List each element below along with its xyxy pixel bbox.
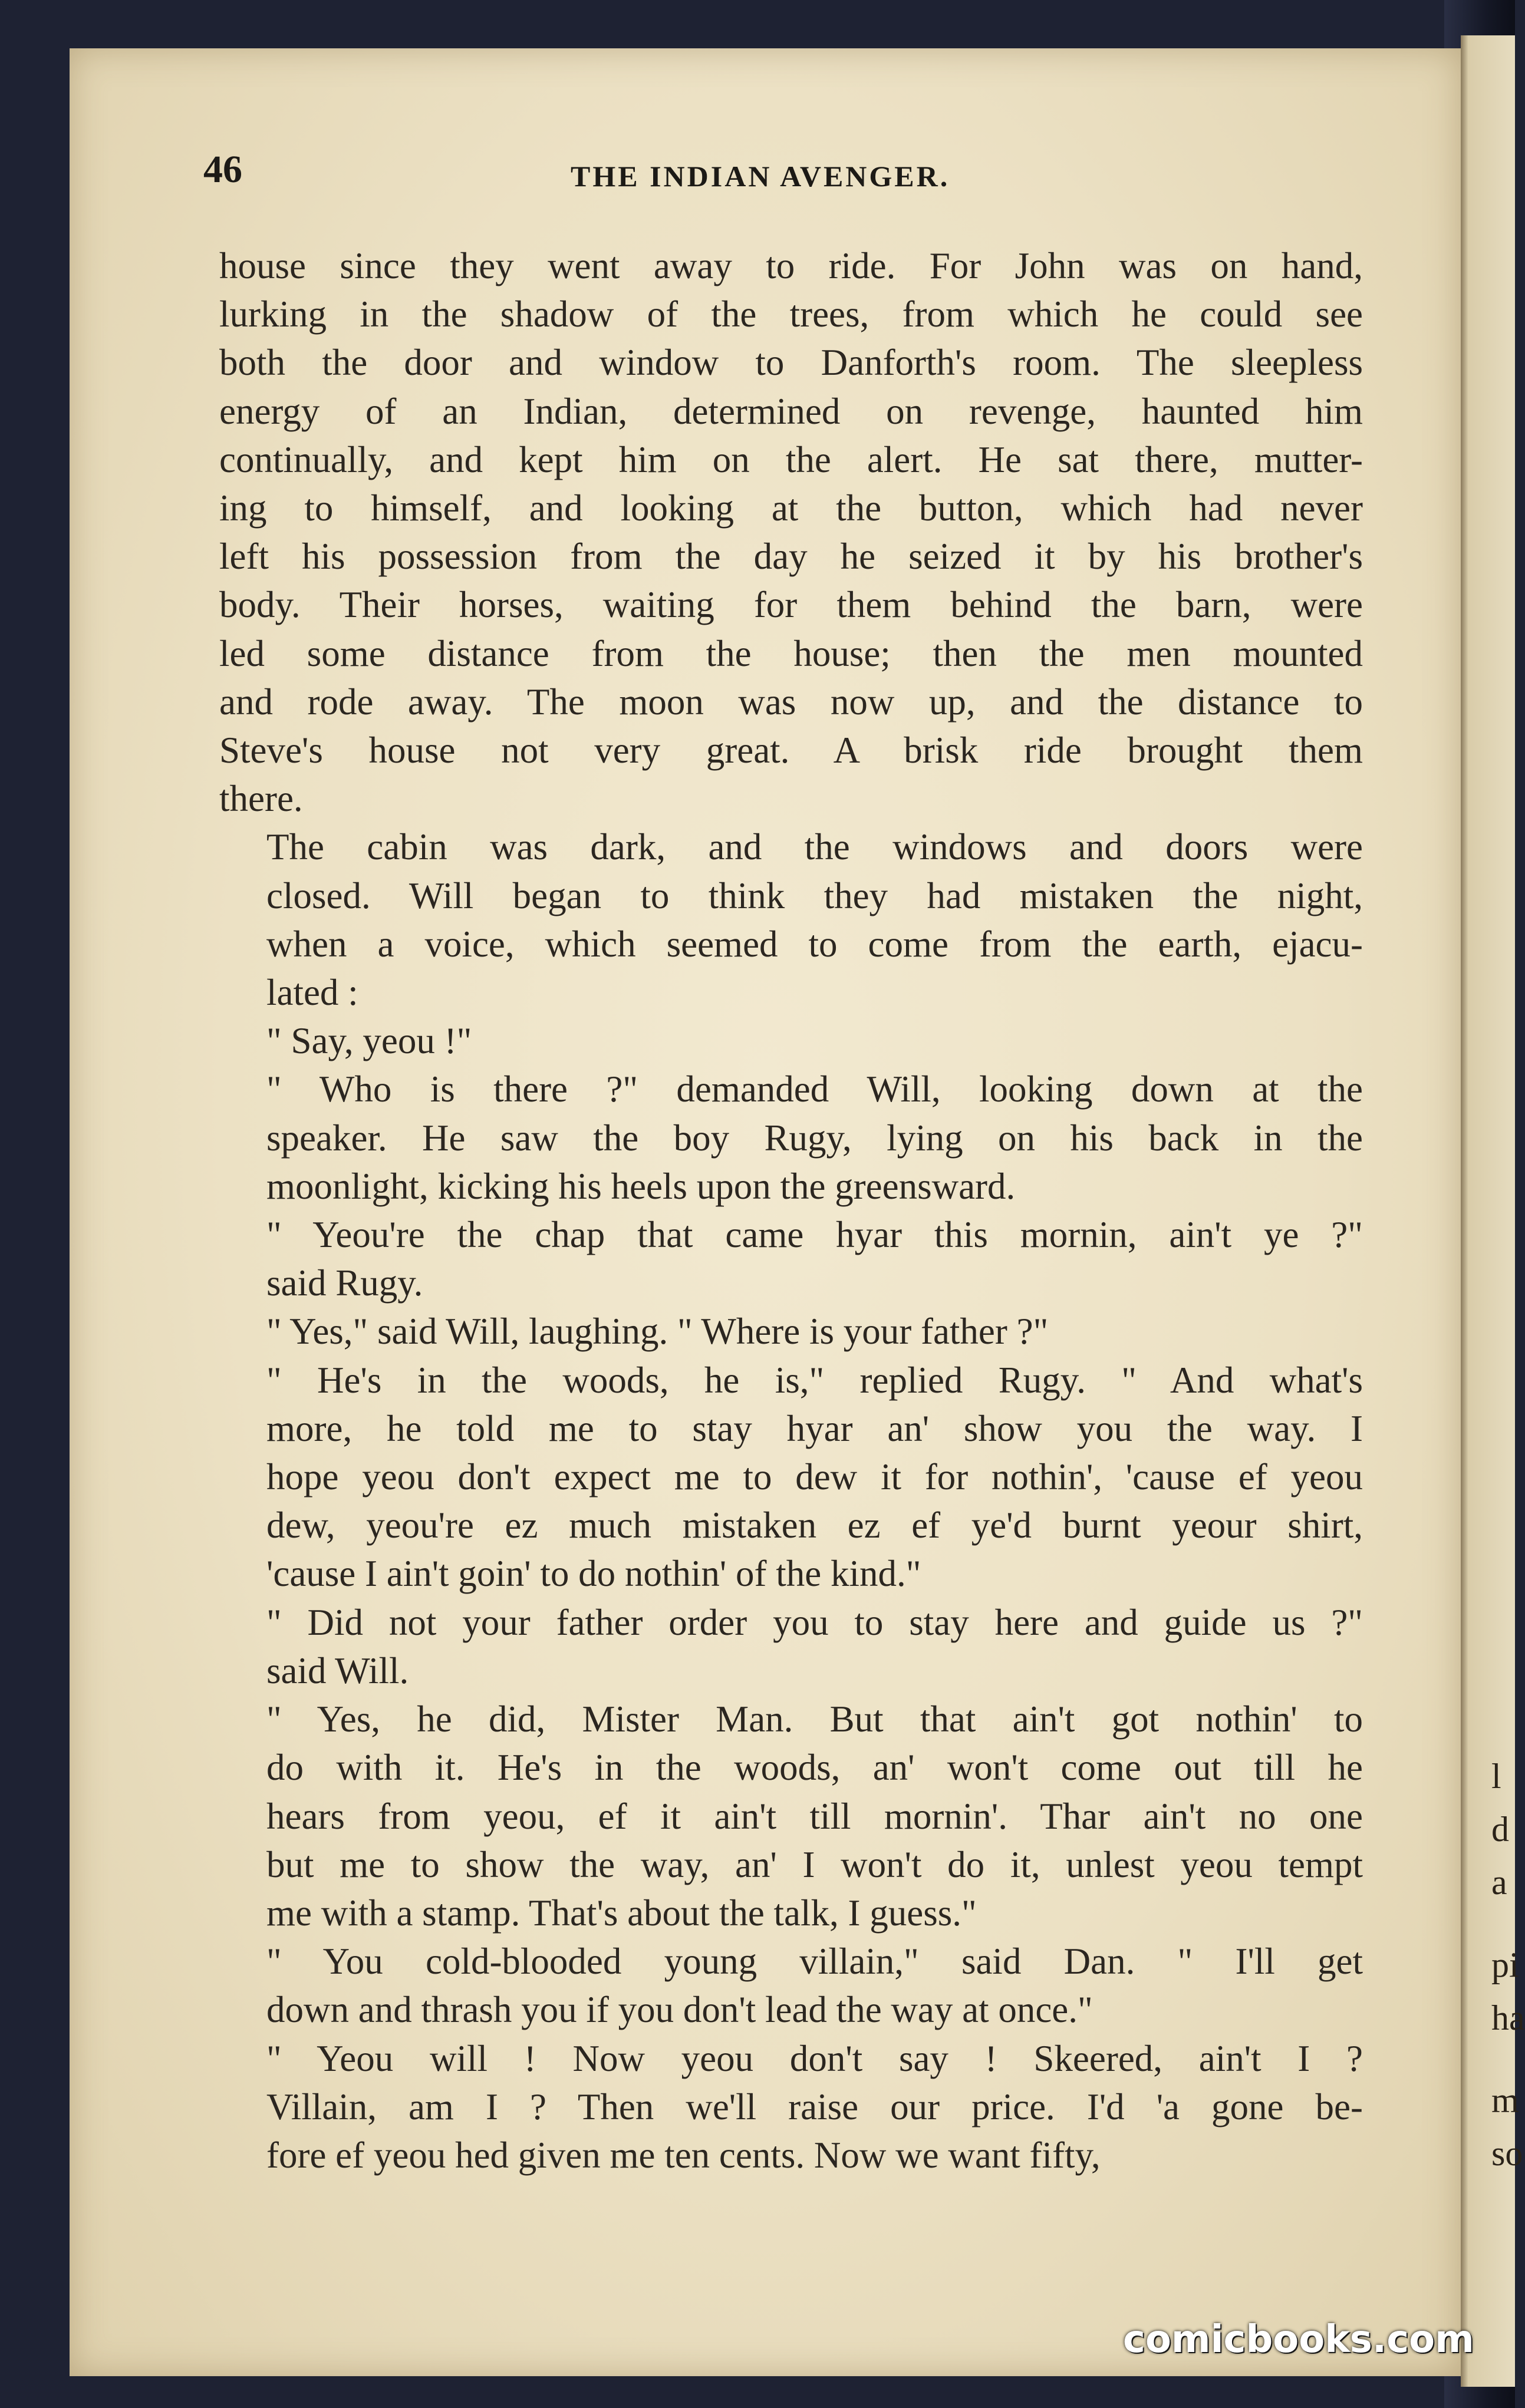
text-line: ing to himself, and looking at the button, which had never bbox=[219, 487, 1363, 529]
text-line: hears from yeou, ef it ain't till mornin'. Thar ain't no one bbox=[266, 1795, 1363, 1837]
adjacent-page-edge bbox=[1461, 35, 1525, 2387]
text-line: " Yes, he did, Mister Man. But that ain't got nothin' to bbox=[266, 1698, 1363, 1740]
adjacent-page-fragment: d bbox=[1491, 1810, 1509, 1849]
paragraph bbox=[219, 242, 1363, 823]
text-line: energy of an Indian, determined on revenge, haunted him bbox=[219, 390, 1363, 432]
paragraph bbox=[219, 2034, 1363, 2180]
text-line: but me to show the way, an' I won't do it, unlest yeou tempt bbox=[266, 1843, 1363, 1885]
text-line: moonlight, kicking his heels upon the greensward. bbox=[266, 1165, 1016, 1207]
text-line: Steve's house not very great. A brisk ride brought them bbox=[219, 730, 1363, 771]
text-line: do with it. He's in the woods, an' won't come out till he bbox=[266, 1747, 1363, 1789]
paragraph bbox=[219, 823, 1363, 1017]
text-line: left his possession from the day he seized it by his brother's bbox=[219, 536, 1363, 578]
text-line: and rode away. The moon was now up, and the distance to bbox=[219, 681, 1363, 723]
text-line: " Yeou're the chap that came hyar this mornin, ain't ye ?" bbox=[266, 1214, 1363, 1256]
text-line: led some distance from the house; then the men mounted bbox=[219, 632, 1363, 674]
text-line: " He's in the woods, he is," replied Rugy. " And what's bbox=[266, 1359, 1363, 1401]
adjacent-page-fragment: pi bbox=[1491, 1945, 1519, 1984]
text-line: continually, and kept him on the alert. He sat there, mutter- bbox=[219, 438, 1363, 480]
paragraph bbox=[219, 1065, 1363, 1210]
text-line: me with a stamp. That's about the talk, I guess." bbox=[266, 1892, 977, 1934]
text-line: fore ef yeou hed given me ten cents. Now we want fifty, bbox=[266, 2134, 1101, 2176]
watermark: comicbooks.com bbox=[1123, 2318, 1474, 2361]
body-text bbox=[219, 242, 1363, 2179]
text-line: " You cold-blooded young villain," said Dan. " I'll get bbox=[266, 1941, 1363, 1983]
text-line: dew, yeou're ez much mistaken ez ef ye'd burnt yeour shirt, bbox=[266, 1505, 1363, 1546]
paragraph bbox=[219, 1598, 1363, 1695]
adjacent-page-fragment: ha bbox=[1491, 1998, 1525, 2037]
text-line: when a voice, which seemed to come from the earth, ejacu- bbox=[266, 923, 1363, 965]
paragraph bbox=[219, 1017, 1363, 1065]
text-line: down and thrash you if you don't lead the way at once." bbox=[266, 1989, 1093, 2031]
adjacent-page-fragment: a bbox=[1491, 1863, 1507, 1902]
paragraph bbox=[219, 1695, 1363, 1937]
adjacent-page-fragment: m bbox=[1491, 2081, 1519, 2120]
text-line: house since they went away to ride. For John was on hand, bbox=[219, 245, 1363, 286]
text-line: lurking in the shadow of the trees, from which he could see bbox=[219, 293, 1363, 335]
text-line: lated : bbox=[266, 972, 358, 1014]
text-line: there. bbox=[219, 778, 303, 820]
paragraph bbox=[219, 1307, 1363, 1355]
text-line: said Rugy. bbox=[266, 1262, 423, 1304]
text-line: " Yes," said Will, laughing. " Where is your father ?" bbox=[266, 1311, 1049, 1353]
paragraph bbox=[219, 1937, 1363, 2034]
text-line: both the door and window to Danforth's room. The sleepless bbox=[219, 342, 1363, 384]
text-line: 'cause I ain't goin' to do nothin' of the kind." bbox=[266, 1553, 921, 1595]
text-line: " Did not your father order you to stay here and guide us ?" bbox=[266, 1601, 1363, 1643]
text-line: " Who is there ?" demanded Will, looking down at the bbox=[266, 1068, 1363, 1110]
text-line: speaker. He saw the boy Rugy, lying on his back in the bbox=[266, 1117, 1363, 1159]
text-line: " Say, yeou !" bbox=[266, 1020, 472, 1062]
page-header bbox=[203, 147, 1382, 200]
paragraph bbox=[219, 1356, 1363, 1598]
text-line: body. Their horses, waiting for them behind the barn, were bbox=[219, 584, 1363, 626]
text-line: more, he told me to stay hyar an' show you the way. I bbox=[266, 1407, 1363, 1449]
adjacent-page-fragment: l bbox=[1491, 1757, 1501, 1796]
adjacent-page-fragment: so bbox=[1491, 2134, 1523, 2173]
page-number: 46 bbox=[203, 148, 242, 191]
text-line: Villain, am I ? Then we'll raise our price. I'd 'a gone be- bbox=[266, 2086, 1363, 2127]
running-title: THE INDIAN AVENGER. bbox=[571, 160, 950, 193]
paragraph bbox=[219, 1210, 1363, 1307]
text-line: closed. Will began to think they had mistaken the night, bbox=[266, 875, 1363, 916]
text-line: The cabin was dark, and the windows and doors were bbox=[266, 826, 1363, 868]
text-line: hope yeou don't expect me to dew it for nothin', 'cause ef yeou bbox=[266, 1456, 1363, 1498]
text-line: " Yeou will ! Now yeou don't say ! Skeered, ain't I ? bbox=[266, 2037, 1363, 2079]
text-line: said Will. bbox=[266, 1650, 409, 1691]
